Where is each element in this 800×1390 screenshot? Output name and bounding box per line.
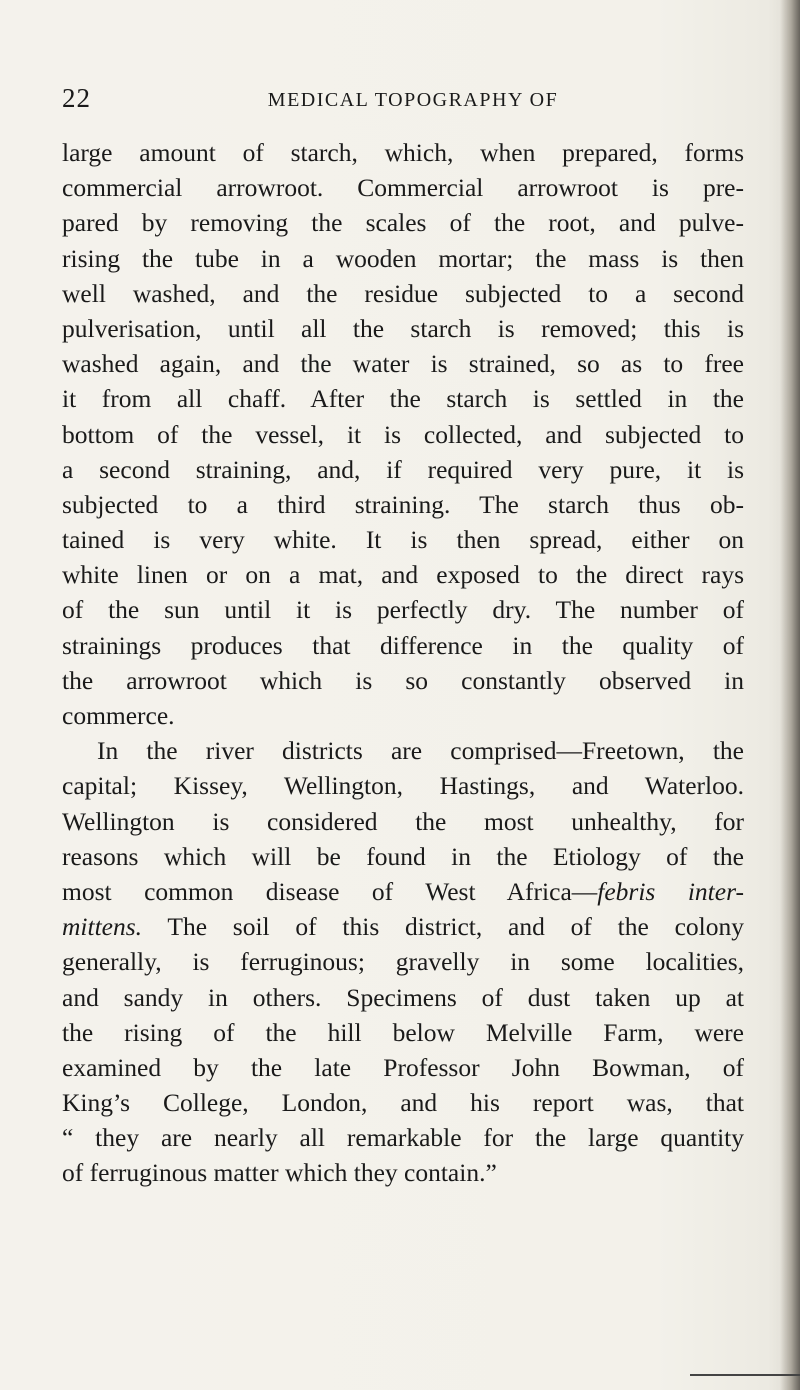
text-line: reasons which will be found in the Etiology of the xyxy=(62,841,744,871)
text-line: of ferruginous matter which they contain.” xyxy=(62,1158,497,1188)
text-line xyxy=(62,909,744,944)
text-line: tained is very white. It is then spread, either on xyxy=(62,525,744,555)
paragraph-1 xyxy=(62,135,744,733)
text-segment: most common disease of West Africa— xyxy=(62,876,598,906)
body-text xyxy=(62,135,744,1191)
text-line: generally, is ferruginous; gravelly in some localities, xyxy=(62,947,744,977)
text-line: of the sun until it is perfectly dry. The number of xyxy=(62,595,744,625)
text-line: pared by removing the scales of the root, and pulve- xyxy=(62,208,744,238)
text-line: commerce. xyxy=(62,701,175,730)
text-line: a second straining, and, if required very pure, it is xyxy=(62,454,744,484)
text-line: pulverisation, until all the starch is removed; this is xyxy=(62,313,744,343)
text-line: Wellington is considered the most unhealthy, for xyxy=(62,806,744,836)
page-edge-shadow xyxy=(780,0,800,1390)
text-line: rising the tube in a wooden mortar; the mass is then xyxy=(62,243,744,273)
text-line: it from all chaff. After the starch is settled in the xyxy=(62,384,744,414)
text-line: examined by the late Professor John Bowman, of xyxy=(62,1052,744,1082)
page-header xyxy=(62,83,744,123)
italic-term: mittens. xyxy=(62,912,143,942)
text-line: white linen or on a mat, and exposed to the direct rays xyxy=(62,560,744,590)
text-line: well washed, and the residue subjected to a second xyxy=(62,278,744,308)
text-line: commercial arrowroot. Commercial arrowroot is pre- xyxy=(62,173,744,203)
bottom-edge-rule xyxy=(690,1374,800,1376)
text-line: bottom of the vessel, it is collected, and subjected to xyxy=(62,419,744,449)
running-head: MEDICAL TOPOGRAPHY OF xyxy=(267,89,559,111)
text-segment: The soil of this district, and of the colony xyxy=(142,912,744,942)
text-line: capital; Kissey, Wellington, Hastings, and Waterloo. xyxy=(62,771,744,801)
page-number: 22 xyxy=(62,83,91,113)
text-line xyxy=(62,874,744,909)
text-line: “ they are nearly all remarkable for the large quantity xyxy=(62,1123,744,1153)
text-line: strainings produces that difference in the quality of xyxy=(62,630,744,660)
text-line: large amount of starch, which, when prepared, forms xyxy=(62,138,744,167)
paragraph-2 xyxy=(62,733,744,1190)
text-line: and sandy in others. Specimens of dust taken up at xyxy=(62,982,744,1012)
text-line: the rising of the hill below Melville Farm, were xyxy=(62,1017,744,1047)
italic-term: febris inter- xyxy=(597,876,744,906)
text-line: King’s College, London, and his report was, that xyxy=(62,1088,744,1118)
text-line: subjected to a third straining. The starch thus ob- xyxy=(62,489,744,519)
text-line: washed again, and the water is strained, so as to free xyxy=(62,349,744,379)
text-line: the arrowroot which is so constantly observed in xyxy=(62,665,744,695)
text-line: In the river districts are comprised—Freetown, the xyxy=(97,736,744,766)
